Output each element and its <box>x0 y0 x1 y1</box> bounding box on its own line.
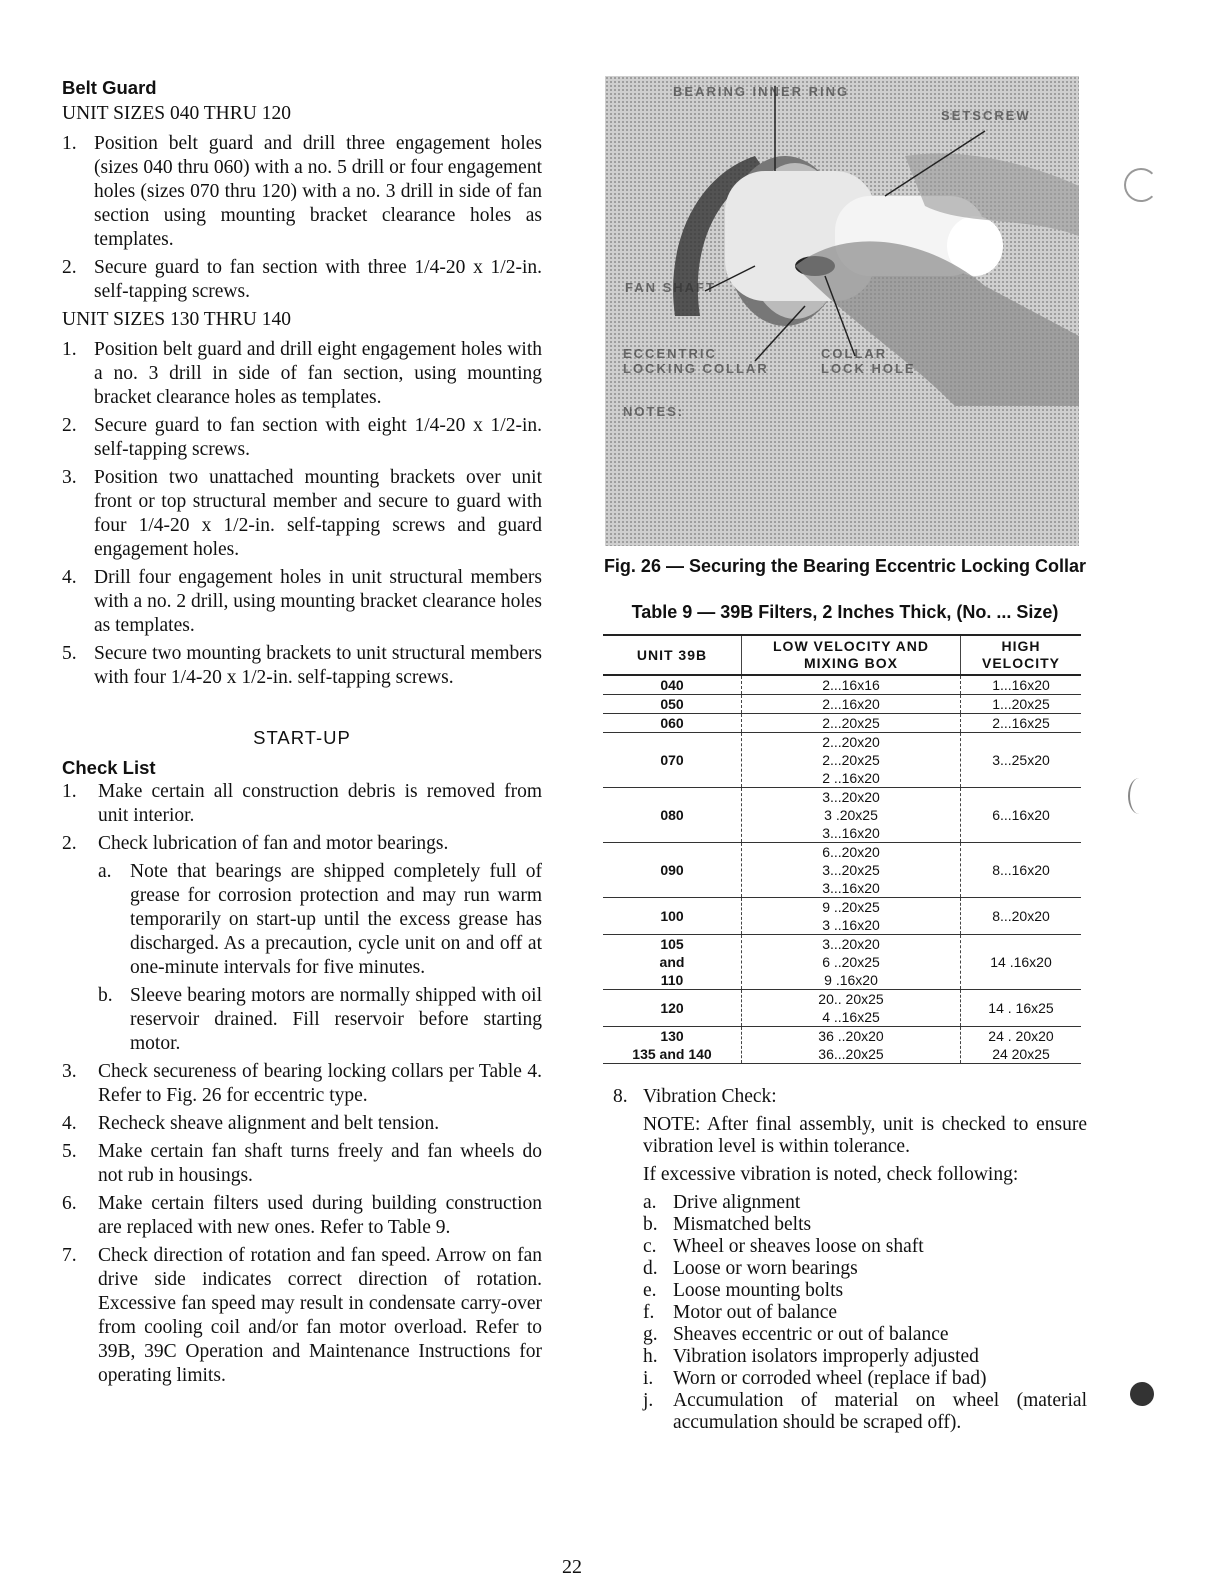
list-item: a. Note that bearings are shipped completely full of grease for corrosion protection and may run warm temporarily on start-up until the excess grease has discharged. As a precaution, cycle unit on and off at one-minute intervals for five minutes. <box>98 861 542 978</box>
cell-low: 20.. 20x25 4 ..16x25 <box>742 990 961 1027</box>
vibration-title: Vibration Check: <box>643 1086 777 1107</box>
table-row <box>603 1027 1081 1064</box>
cell-low: 2...20x20 2...20x25 2 ..16x20 <box>742 733 961 788</box>
cell-unit: 090 <box>603 843 742 898</box>
list-item: c. Wheel or sheaves loose on shaft <box>643 1236 924 1257</box>
check-list <box>62 756 542 1388</box>
cell-low: 3...20x20 6 ..20x25 9 .16x20 <box>742 935 961 990</box>
list-item: j. Accumulation of material on wheel (material accumulation should be scraped off). <box>643 1390 1087 1433</box>
list-item: 1. Make certain all construction debris is removed from unit interior. <box>62 781 542 826</box>
list-item: 4. Drill four engagement holes in unit structural members with a no. 2 drill, using mounting bracket clearance holes as templates. <box>62 567 542 636</box>
belt-guard-steps-1 <box>62 132 542 304</box>
binder-hole-mark <box>1130 1382 1154 1406</box>
list-item: 1. Position belt guard and drill eight engagement holes with a no. 3 drill in side of fan section, using mounting bracket clearance holes as templates. <box>62 339 542 408</box>
table-row <box>603 990 1081 1027</box>
binder-hole-mark <box>1128 778 1150 814</box>
collar-lock-hole-label: COLLAR LOCK HOLE <box>821 346 916 376</box>
list-item: 2. Check lubrication of fan and motor bearings. a. Note that bearings are shipped completely full of grease for corrosion protection and may run warm temporarily on start-up until the excess grease has discharged. As a precaution, cycle unit on and off at one-minute intervals for five minutes. b. Sleeve bearing motors are normally shipped with oil reservoir drained. Fill reservoir before starting motor. <box>62 833 542 1054</box>
list-item: g. Sheaves eccentric or out of balance <box>643 1324 949 1345</box>
cell-unit: 060 <box>603 714 742 733</box>
table-row <box>603 935 1081 990</box>
cell-unit: 080 <box>603 788 742 843</box>
list-item: i. Worn or corroded wheel (replace if bad) <box>643 1368 987 1389</box>
check-list-heading: Check List <box>62 757 156 778</box>
list-item: b. Mismatched belts <box>643 1214 812 1235</box>
belt-guard-heading: Belt Guard <box>62 77 157 98</box>
list-item: 2. Secure guard to fan section with three 1/4-20 x 1/2-in. self-tapping screws. <box>62 257 542 302</box>
vibration-check <box>603 1086 1087 1434</box>
eccentric-collar-label: ECCENTRIC LOCKING COLLAR <box>623 346 769 376</box>
cell-low: 36 ..20x20 36...20x25 <box>742 1027 961 1064</box>
cell-high: 1...20x25 <box>961 695 1082 714</box>
cell-unit: 100 <box>603 898 742 935</box>
cell-high: 1...16x20 <box>961 675 1082 695</box>
vibration-note: NOTE: After final assembly, unit is checked to ensure vibration level is within tolerance. <box>643 1114 1087 1157</box>
table-row <box>603 898 1081 935</box>
list-item: e. Loose mounting bolts <box>643 1280 844 1301</box>
unit-sizes-130-140: UNIT SIZES 130 THRU 140 <box>62 309 291 330</box>
table-row <box>603 714 1081 733</box>
left-column <box>62 76 542 1392</box>
cell-low: 9 ..20x25 3 ..16x20 <box>742 898 961 935</box>
list-item: f. Motor out of balance <box>643 1302 838 1323</box>
list-item: h. Vibration isolators improperly adjusted <box>643 1346 979 1367</box>
fig-26-caption: Fig. 26 — Securing the Bearing Eccentric Locking Collar <box>603 556 1087 576</box>
list-item: 1. Position belt guard and drill three engagement holes (sizes 040 thru 060) with a no. 5 drill or four engagement holes (sizes 070 thru 120) with a no. 3 drill in side of fan section using mounting bracket clearance holes as templates. <box>62 133 542 250</box>
table-row <box>603 695 1081 714</box>
cell-unit: 070 <box>603 733 742 788</box>
belt-guard-steps-2 <box>62 338 542 690</box>
table-row <box>603 675 1081 695</box>
bearing-inner-ring-label: BEARING INNER RING <box>673 84 850 99</box>
list-item: 5. Secure two mounting brackets to unit structural members with four 1/4-20 x 1/2-in. self-tapping screws. <box>62 643 542 688</box>
table-header-row <box>603 635 1081 675</box>
col-unit: UNIT 39B <box>603 635 742 675</box>
list-item: 6. Make certain filters used during building construction are replaced with new ones. Refer to Table 9. <box>62 1193 542 1238</box>
cell-high: 8...16x20 <box>961 843 1082 898</box>
col-low-velocity: LOW VELOCITY AND MIXING BOX <box>742 635 961 675</box>
list-item: 7. Check direction of rotation and fan speed. Arrow on fan drive side indicates correct direction of rotation. Excessive fan speed may result in condensate carry-over from cooling coil and/or fan motor overload. Refer to 39B, 39C Operation and Maintenance Instructions for operating limits. <box>62 1245 542 1386</box>
cell-low: 2...16x16 <box>742 675 961 695</box>
fan-shaft-label: FAN SHAFT <box>625 280 716 295</box>
cell-unit: 120 <box>603 990 742 1027</box>
col-high-velocity: HIGH VELOCITY <box>961 635 1082 675</box>
cell-high: 3...25x20 <box>961 733 1082 788</box>
cell-unit: 040 <box>603 675 742 695</box>
cell-low: 6...20x20 3...20x25 3...16x20 <box>742 843 961 898</box>
vibration-intro: If excessive vibration is noted, check following: <box>643 1164 1019 1185</box>
list-item: d. Loose or worn bearings <box>643 1258 858 1279</box>
table-body <box>603 675 1081 1064</box>
setscrew-label: SETSCREW <box>941 108 1031 123</box>
cell-unit: 050 <box>603 695 742 714</box>
bearing-collar-illustration <box>605 76 1079 546</box>
table-9-title: Table 9 — 39B Filters, 2 Inches Thick, (No. ... Size) <box>631 602 1059 622</box>
cell-unit: 130 135 and 140 <box>603 1027 742 1064</box>
binder-hole-mark <box>1124 168 1158 202</box>
cell-high: 2...16x25 <box>961 714 1082 733</box>
cell-high: 24 . 20x20 24 20x25 <box>961 1027 1082 1064</box>
table-row <box>603 843 1081 898</box>
page-number: 22 <box>562 1556 582 1578</box>
list-item: 5. Make certain fan shaft turns freely and fan wheels do not rub in housings. <box>62 1141 542 1186</box>
list-item: 3. Position two unattached mounting brackets over unit front or top structural member and secure to guard with four 1/4-20 x 1/2-in. self-tapping screws and guard engagement holes. <box>62 467 542 560</box>
notes-label: NOTES: <box>623 404 685 419</box>
cell-high: 6...16x20 <box>961 788 1082 843</box>
cell-high: 14 . 16x25 <box>961 990 1082 1027</box>
table-9 <box>603 634 1081 1064</box>
list-item: 4. Recheck sheave alignment and belt tension. <box>62 1113 440 1134</box>
cell-high: 8...20x20 <box>961 898 1082 935</box>
vibration-number: 8. <box>613 1086 628 1107</box>
table-row <box>603 788 1081 843</box>
cell-low: 2...16x20 <box>742 695 961 714</box>
cell-unit: 105 and 110 <box>603 935 742 990</box>
table-row <box>603 733 1081 788</box>
list-item: a. Drive alignment <box>643 1192 801 1213</box>
cell-low: 2...20x25 <box>742 714 961 733</box>
startup-heading: START-UP <box>253 727 351 748</box>
cell-high: 14 .16x20 <box>961 935 1082 990</box>
unit-sizes-040-120: UNIT SIZES 040 THRU 120 <box>62 103 291 124</box>
cell-low: 3...20x20 3 .20x25 3...16x20 <box>742 788 961 843</box>
list-item: 2. Secure guard to fan section with eight 1/4-20 x 1/2-in. self-tapping screws. <box>62 415 542 460</box>
fig-26-photo <box>605 76 1079 546</box>
list-item: 3. Check secureness of bearing locking collars per Table 4. Refer to Fig. 26 for eccentric type. <box>62 1061 542 1106</box>
right-column <box>603 76 1087 1434</box>
list-item: b. Sleeve bearing motors are normally shipped with oil reservoir drained. Fill reservoir before starting motor. <box>98 985 542 1054</box>
